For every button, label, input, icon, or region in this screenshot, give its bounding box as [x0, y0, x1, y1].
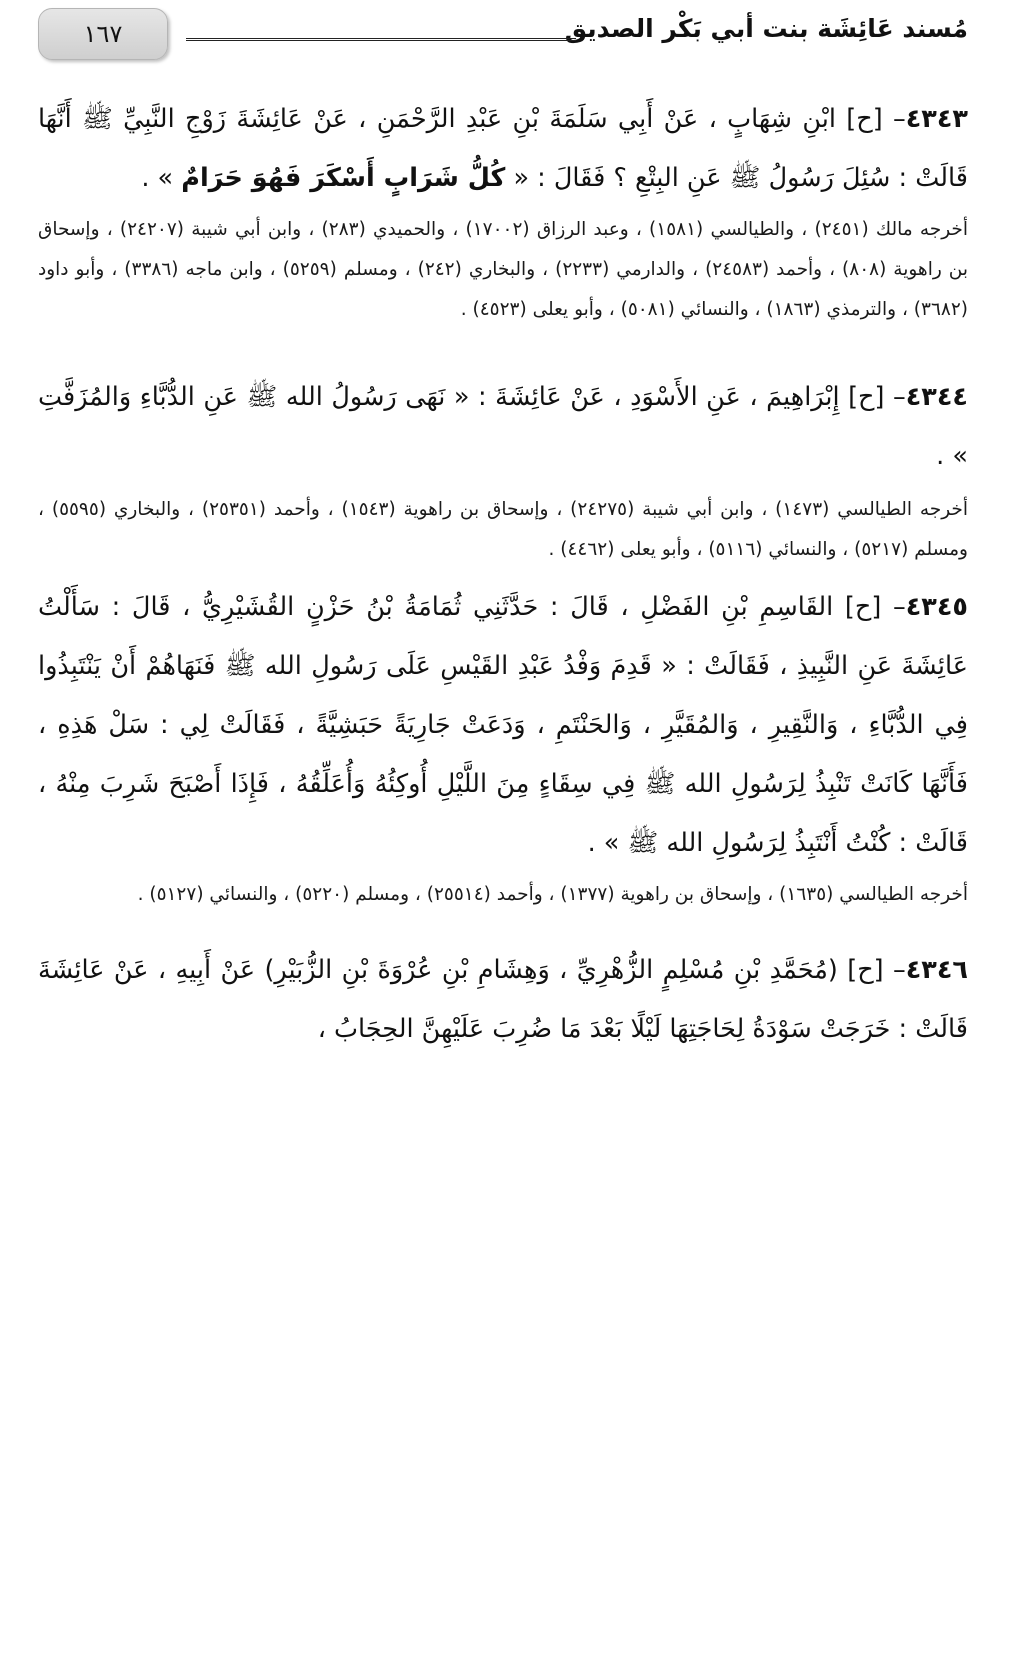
hadith-number: ٤٣٤٦: [905, 955, 968, 985]
hadith-number: ٤٣٤٥: [905, 592, 968, 622]
page-content: [38, 90, 968, 1059]
hadith-number: ٤٣٤٣: [905, 104, 968, 134]
takhrij-note: أخرجه الطيالسي (١٦٣٥) ، وإسحاق بن راهوية (١٣٧٧) ، وأحمد (٢٥٥١٤) ، ومسلم (٥٢٢٠) ، والنسائي (٥١٢٧) .: [137, 884, 968, 905]
hadith-text: – [ح] إِبْرَاهِيمَ ، عَنِ الأَسْوَدِ ، عَنْ عَائِشَةَ : « نَهَى رَسُولُ الله ﷺ عَنِ الدُّبَّاءِ وَالمُزَفَّتِ » .: [38, 382, 968, 471]
page-number: ١٦٧: [38, 8, 168, 60]
running-title: مُسند عَائِشَة بنت أبي بَكْر الصديق: [564, 14, 968, 43]
takhrij-note: أخرجه مالك (٢٤٥١) ، والطيالسي (١٥٨١) ، وعبد الرزاق (١٧٠٠٢) ، والحميدي (٢٨٣) ، وابن أبي شيبة (٢٤٢٠٧) ، وإسحاق بن راهوية (٨٠٨) ، وأحمد (٢٤٥٨٣) ، والدارمي (٢٢٣٣) ، والبخاري (٢٤٢) ، ومسلم (٥٢٥٩) ، وابن ماجه (٣٣٨٦) ، وأبو داود (٣٦٨٢) ، والترمذي (١٨٦٣) ، والنسائي (٥٠٨١) ، وأبو يعلى (٤٥٢٣) .: [38, 219, 968, 320]
takhrij-note: أخرجه الطيالسي (١٤٧٣) ، وابن أبي شيبة (٢٤٢٧٥) ، وإسحاق بن راهوية (١٥٤٣) ، وأحمد (٢٥٣٥١) ، والبخاري (٥٥٩٥) ، ومسلم (٥٢١٧) ، والنسائي (٥١١٦) ، وأبو يعلى (٤٤٦٢) .: [38, 499, 968, 560]
hadith-matn: كُلُّ شَرَابٍ أَسْكَرَ فَهُوَ حَرَامٌ: [181, 163, 506, 193]
header-divider: [186, 38, 576, 44]
hadith-number: ٤٣٤٤: [905, 382, 968, 412]
hadith-text: – [ح] (مُحَمَّدِ بْنِ مُسْلِمٍ الزُّهْرِيِّ ، وَهِشَامِ بْنِ عُرْوَةَ بْنِ الزُّبَيْرِ) عَنْ أَبِيهِ ، عَنْ عَائِشَةَ قَالَتْ : خَرَجَتْ سَوْدَةُ لِحَاجَتِهَا لَيْلًا بَعْدَ مَا ضُرِبَ عَلَيْهِنَّ الحِجَابُ ،: [38, 955, 968, 1044]
page-header: [38, 8, 968, 64]
hadith-text: – [ح] ابْنِ شِهَابٍ ، عَنْ أَبِي سَلَمَةَ بْنِ عَبْدِ الرَّحْمَنِ ، عَنْ عَائِشَةَ زَوْجِ النَّبِيِّ ﷺ أَنَّهَا قَالَتْ : سُئِلَ رَسُولُ ﷺ عَنِ البِتْعِ ؟ فَقَالَ : «: [38, 104, 968, 193]
hadith-text: – [ح] القَاسِمِ بْنِ الفَضْلِ ، قَالَ : حَدَّثَنِي ثُمَامَةُ بْنُ حَزْنٍ القُشَيْرِيُّ ، قَالَ : سَأَلْتُ عَائِشَةَ عَنِ النَّبِيذِ ، فَقَالَتْ : « قَدِمَ وَفْدُ عَبْدِ القَيْسِ عَلَى رَسُولِ الله ﷺ فَنَهَاهُمْ أَنْ يَنْتَبِذُوا فِي الدُّبَّاءِ ، وَالنَّقِيرِ ، وَالمُقَيَّرِ ، وَالحَنْتَمِ ، وَدَعَتْ جَارِيَةً حَبَشِيَّةً ، فَقَالَتْ لِي : سَلْ هَذِهِ ، فَأَنَّهَا كَانَتْ تَنْبِذُ لِرَسُولِ الله ﷺ فِي سِقَاءٍ مِنَ اللَّيْلِ أُوكِئُهُ وَأُعَلِّقُهُ ، فَإِذَا أَصْبَحَ شَرِبَ مِنْهُ ، قَالَتْ : كُنْتُ أَنْتَبِذُ لِرَسُولِ الله ﷺ » .: [38, 592, 968, 858]
hadith-entry: [38, 368, 968, 486]
hadith-text-end: » .: [141, 163, 182, 193]
hadith-entry: [38, 941, 968, 1059]
hadith-entry: [38, 578, 968, 873]
hadith-entry: [38, 90, 968, 208]
